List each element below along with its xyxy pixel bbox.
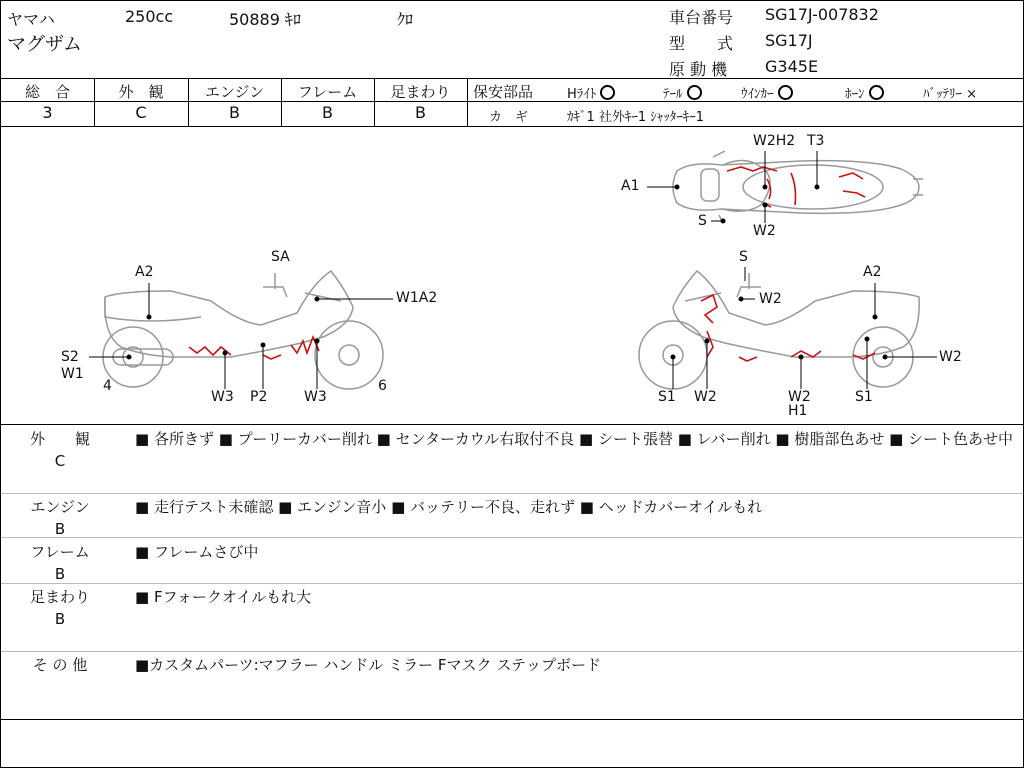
damage-label: P2 xyxy=(250,389,268,405)
damage-diagram xyxy=(1,1,1023,767)
grade-engine: B xyxy=(229,103,240,122)
damage-label: S xyxy=(698,213,707,229)
scooter-right-view xyxy=(639,271,919,389)
damage-label: W1 xyxy=(61,366,84,382)
grade-exterior: C xyxy=(135,103,147,122)
safety-winker: ｳｲﾝｶｰ xyxy=(741,83,793,102)
other-remarks: ■カスタムパーツ:マフラー ハンドル ミラー Fマスク ステップボード xyxy=(135,656,602,674)
damage-label: W2 xyxy=(939,349,962,365)
engine-section-grade: B xyxy=(54,520,66,538)
type-value: SG17J xyxy=(765,31,813,50)
damage-label: H1 xyxy=(788,403,808,419)
engine-model: G345E xyxy=(765,57,819,76)
engine-remarks: ■ 走行テスト未確認 ■ エンジン音小 ■ バッテリー不良、走れず ■ ヘッドカバーオイルもれ xyxy=(135,498,763,516)
safety-horn: ﾎｰﾝ xyxy=(845,83,884,102)
damage-label: T3 xyxy=(807,133,825,149)
damage-label: W2H2 xyxy=(753,133,796,149)
damage-label: A1 xyxy=(621,178,640,194)
grade-frame-label: フレーム xyxy=(297,83,358,101)
right-damage-marks xyxy=(701,295,875,361)
exterior-section-label: 外 観 xyxy=(29,430,90,448)
grade-overall-label: 総 合 xyxy=(24,83,70,101)
damage-label: A2 xyxy=(863,264,882,280)
ng-cross-icon: × xyxy=(966,87,978,102)
damage-label: W1A2 xyxy=(396,290,438,306)
damage-label: 6 xyxy=(378,378,387,394)
grade-exterior-label: 外 観 xyxy=(118,83,164,101)
frame-remarks: ■ フレームさび中 xyxy=(135,543,259,561)
damage-label: S xyxy=(739,249,748,265)
keys-label: カ ギ xyxy=(489,110,529,125)
safety-headlight: Hﾗｲﾄ xyxy=(567,83,615,102)
model-name: マグザム xyxy=(7,33,83,55)
safety-tail: ﾃｰﾙ xyxy=(663,83,702,102)
suspension-section-label: 足まわり xyxy=(29,588,90,606)
damage-label: S2 xyxy=(61,349,79,365)
damage-label: 4 xyxy=(103,378,112,394)
damage-label: W2 xyxy=(694,389,717,405)
frame-no: SG17J-007832 xyxy=(765,5,879,24)
grade-frame: B xyxy=(322,103,333,122)
grade-overall: 3 xyxy=(42,103,53,122)
damage-label: SA xyxy=(271,249,290,265)
suspension-section-grade: B xyxy=(54,610,66,628)
top-damage-marks xyxy=(727,167,865,207)
left-damage-marks xyxy=(189,337,319,359)
exterior-section-grade: C xyxy=(54,452,66,470)
divider xyxy=(1,719,1023,720)
safety-label: 保安部品 xyxy=(473,83,534,101)
suspension-remarks: ■ Fフォークオイルもれ大 xyxy=(135,588,312,606)
scooter-left-view xyxy=(103,271,383,389)
grade-suspension-label: 足まわり xyxy=(390,83,451,101)
frame-section-label: フレーム xyxy=(30,543,90,561)
leader-lines xyxy=(89,151,937,389)
damage-label: W3 xyxy=(304,389,327,405)
damage-label: W2 xyxy=(759,291,782,307)
engine-section-label: エンジン xyxy=(30,498,90,516)
divider xyxy=(1,583,1023,584)
body-color: ｸﾛ xyxy=(397,10,414,29)
exterior-remarks: ■ 各所きず ■ プーリーカバー削れ ■ センターカウル右取付不良 ■ シート張替 ■ レバー削れ ■ 樹脂部色あせ ■ シート色あせ中 xyxy=(135,430,1014,448)
other-section-label: そ の 他 xyxy=(32,656,88,674)
safety-battery: ﾊﾞｯﾃﾘｰ × xyxy=(923,87,978,102)
scooter-top-view xyxy=(673,151,923,223)
damage-label: S1 xyxy=(855,389,873,405)
damage-label: W3 xyxy=(211,389,234,405)
displacement: 250cc xyxy=(125,7,174,26)
grade-suspension: B xyxy=(415,103,426,122)
divider xyxy=(1,537,1023,538)
engine-model-label: 原 動 機 xyxy=(669,60,728,79)
damage-label: A2 xyxy=(135,264,154,280)
grade-engine-label: エンジン xyxy=(204,83,265,101)
type-label: 型 式 xyxy=(669,34,734,53)
divider xyxy=(1,651,1023,652)
frame-section-grade: B xyxy=(54,565,66,583)
divider xyxy=(1,493,1023,494)
keys-value: ｶｷﾞ1 社外ｷｰ1 ｼｬｯﾀｰｷｰ1 xyxy=(567,110,705,125)
damage-label: W2 xyxy=(788,389,811,405)
mileage: 50889 ｷﾛ xyxy=(229,10,301,29)
frame-no-label: 車台番号 xyxy=(669,8,734,27)
damage-label: S1 xyxy=(658,389,676,405)
maker: ヤマハ xyxy=(7,10,55,29)
damage-label: W2 xyxy=(753,223,776,239)
